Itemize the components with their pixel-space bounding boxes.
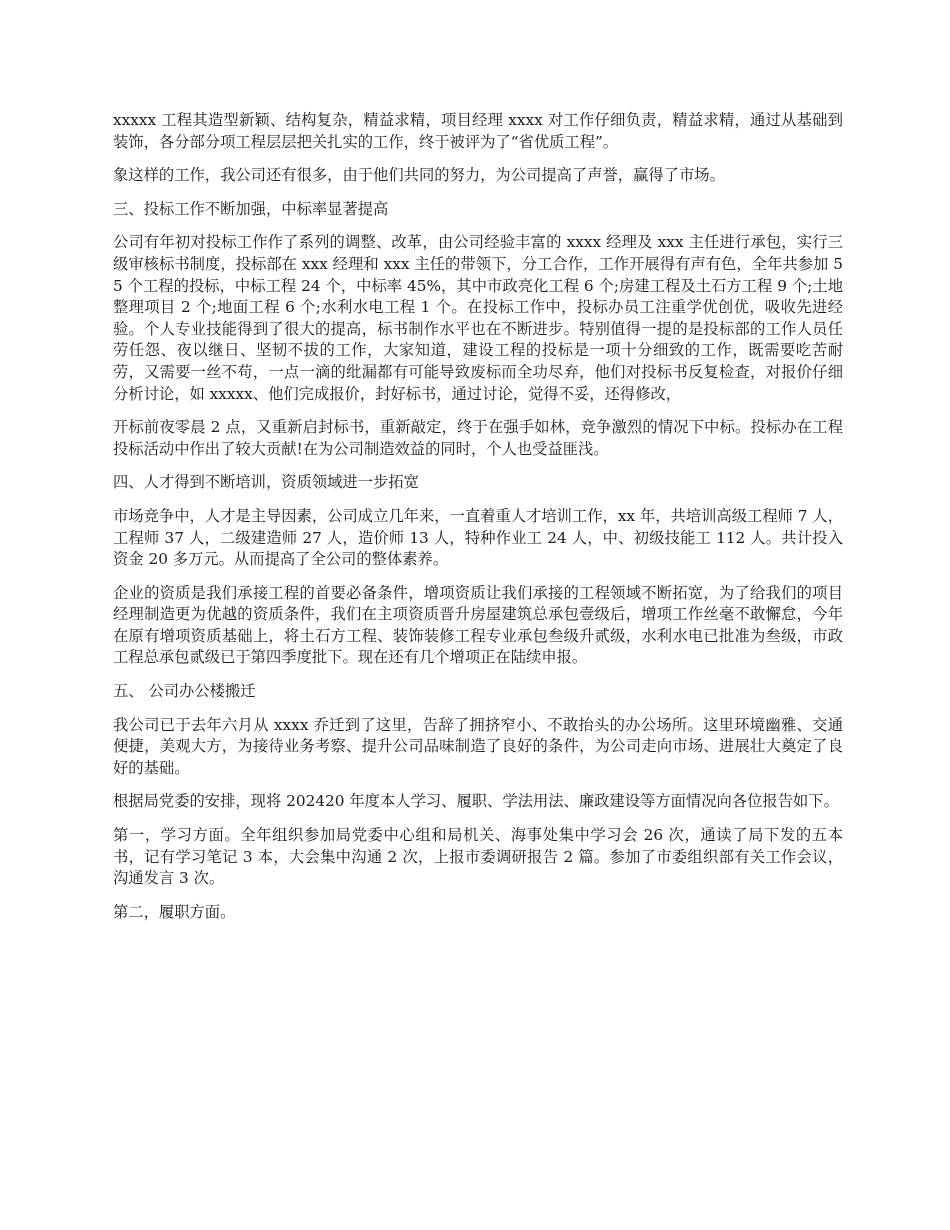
section-heading: 三、投标工作不断加强，中标率显著提高 bbox=[113, 199, 389, 218]
paragraph: 企业的资质是我们承接工程的首要必备条件，增项资质让我们承接的工程领域不断拓宽，为了给我们的项目经理制造更为优越的资质条件，我们在主项资质晋升房屋建筑总承包壹级后，增项工作丝毫不敢懈怠，今年在原有增项资质基础上，将土石方工程、装饰装修工程专业承包叁级升贰级，水利水电已批准为叁级，市政工程总承包贰级已于第四季度批下。现在还有几个增项正在陆续申报。 bbox=[113, 583, 843, 667]
paragraph: 第一，学习方面。全年组织参加局党委中心组和局机关、海事处集中学习会 26 次，通读了局下发的五本书，记有学习笔记 3 本，大会集中沟通 2 次，上报市委调研报告 2 篇。参加了市委组织部有关工作会议，沟通发言 3 次。 bbox=[113, 826, 843, 888]
paragraph: xxxxx 工程其造型新颖、结构复杂，精益求精，项目经理 xxxx 对工作仔细负责，精益求精，通过从基础到装饰，各分部分项工程层层把关扎实的工作，终于被评为了“省优质工程”。 bbox=[113, 111, 843, 151]
paragraph: 开标前夜零晨 2 点，又重新启封标书，重新敲定，终于在强手如林，竞争激烈的情况下中标。投标办在工程投标活动中作出了较大贡献!在为公司制造效益的同时，个人也受益匪浅。 bbox=[113, 418, 843, 458]
section-heading: 四、人才得到不断培训，资质领域进一步拓宽 bbox=[113, 473, 419, 492]
section-heading: 五、 公司办公楼搬迁 bbox=[113, 682, 256, 701]
paragraph: 象这样的工作，我公司还有很多，由于他们共同的努力，为公司提高了声誉，赢得了市场。 bbox=[113, 166, 725, 185]
paragraph: 市场竞争中，人才是主导因素，公司成立几年来，一直着重人才培训工作，xx 年，共培训高级工程师 7 人，工程师 37 人，二级建造师 27 人，造价师 13 人，特种作业工 24 人，中、初级技能工 112 人。共计投入资金 20 多万元。从而提高了全公司的整体素养。 bbox=[113, 506, 843, 569]
paragraph: 第二，履职方面。 bbox=[113, 902, 236, 921]
paragraph: 我公司已于去年六月从 xxxx 乔迁到了这里，告辞了拥挤窄小、不敢抬头的办公场所。这里环境幽雅、交通便捷，美观大方，为接待业务考察、提升公司品味制造了良好的条件，为公司走向市场、进展壮大奠定了良好的基础。 bbox=[113, 715, 843, 777]
document-page bbox=[113, 110, 843, 935]
paragraph: 公司有年初对投标工作作了系列的调整、改革，由公司经验丰富的 xxxx 经理及 xxx 主任进行承包，实行三级审核标书制度，投标部在 xxx 经理和 xxx 主任的带领下，分工合作，工作开展得有声有色，全年共参加 55 个工程的投标，中标工程 24 个，中标率 45%，其中市政亮化工程 6 个;房建工程及土石方工程 9 个;土地整理项目 2 个;地面工程 6 个;水利水电工程 1 个。在投标工作中，投标办员工注重学优创优，吸收先进经验。个人专业技能得到了很大的提高，标书制作水平也在不断进步。特别值得一提的是投标部的工作人员任劳任怨、夜以继日、坚韧不拔的工作，大家知道，建设工程的投标是一项十分细致的工作，既需要吃苦耐劳，又需要一丝不苟，一点一滴的纰漏都有可能导致废标而全功尽弃，他们对投标书反复检查，对报价仔细分析讨论，如 xxxxx、他们完成报价，封好标书，通过讨论，觉得不妥，还得修改， bbox=[113, 233, 843, 403]
paragraph: 根据局党委的安排，现将 202420 年度本人学习、履职、学法用法、廉政建设等方面情况向各位报告如下。 bbox=[113, 792, 839, 811]
